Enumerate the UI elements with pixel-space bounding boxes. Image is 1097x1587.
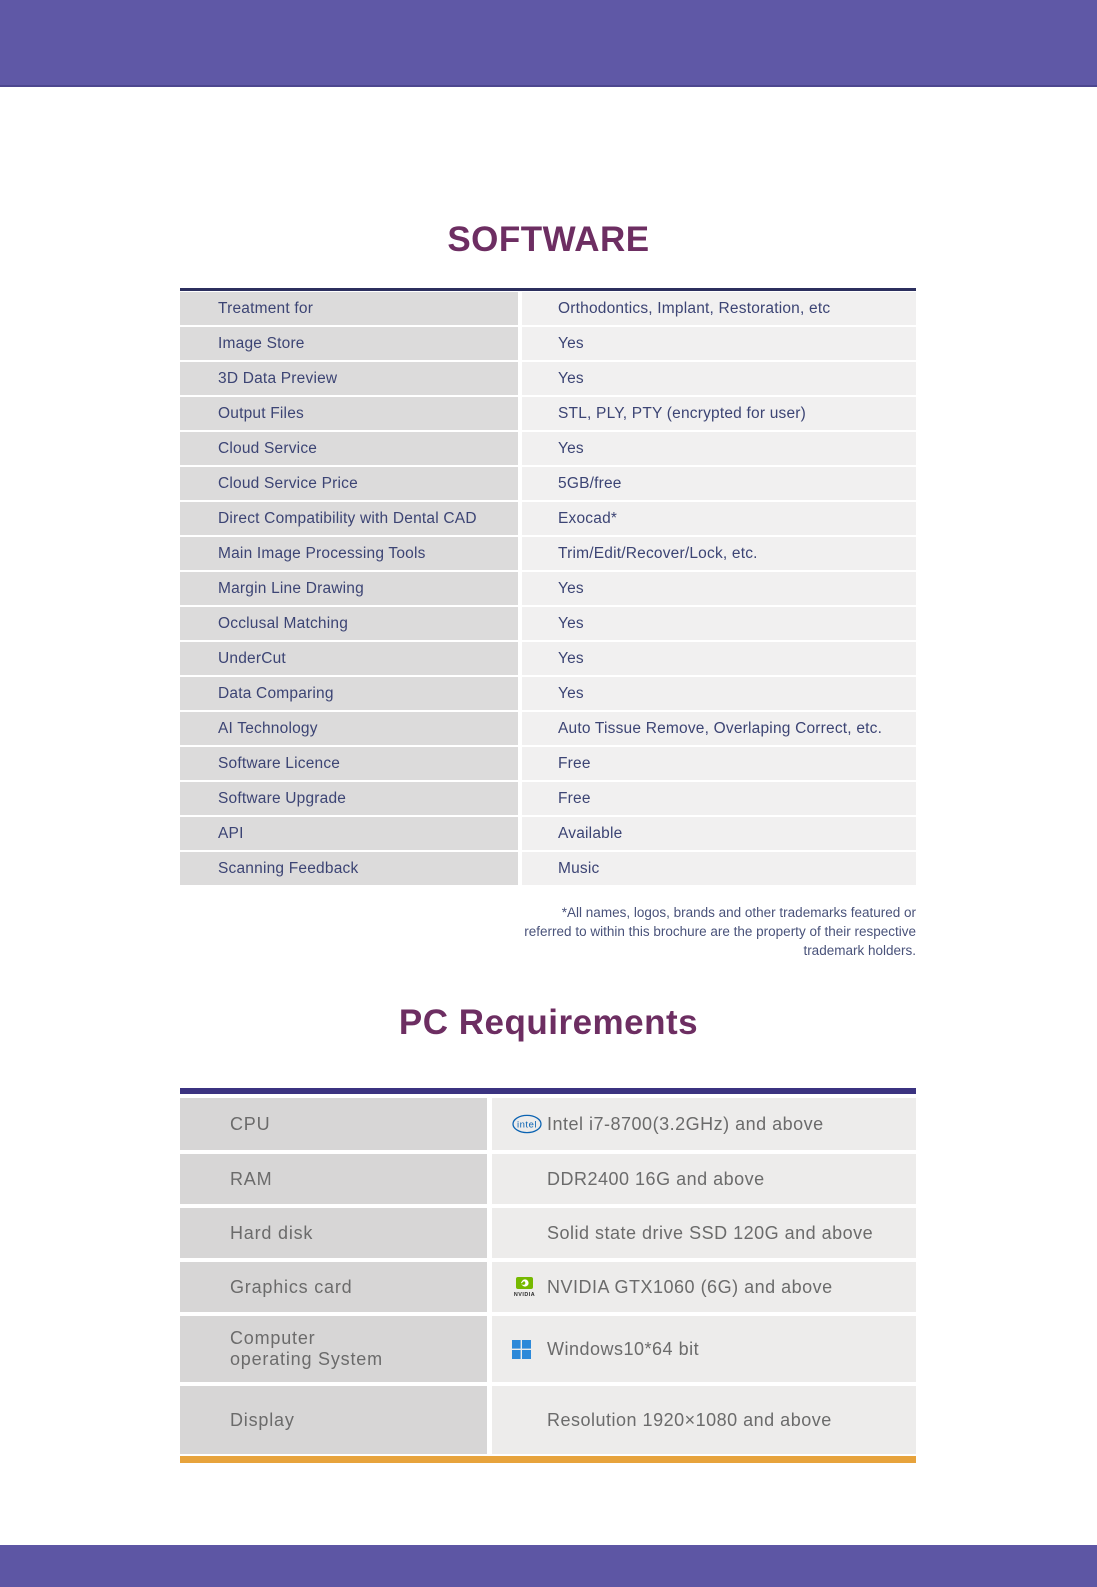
spec-label: Treatment for (180, 292, 518, 325)
spec-value: STL, PLY, PTY (encrypted for user) (522, 397, 916, 430)
spec-value-text: Intel i7-8700(3.2GHz) and above (547, 1113, 824, 1134)
spec-value: Yes (522, 432, 916, 465)
software-section-title: SOFTWARE (447, 220, 650, 259)
spec-label: Direct Compatibility with Dental CAD (180, 502, 518, 535)
table-row (180, 607, 916, 640)
spec-value (492, 1262, 916, 1312)
table-row (180, 747, 916, 780)
table-row (180, 432, 916, 465)
table-row (180, 677, 916, 710)
table-row (180, 572, 916, 605)
footnote-line: *All names, logos, brands and other trademarks featured or (561, 905, 916, 920)
table-row (180, 292, 916, 325)
spec-value: Trim/Edit/Recover/Lock, etc. (522, 537, 916, 570)
table-row (180, 852, 916, 885)
spec-label: Margin Line Drawing (180, 572, 518, 605)
table-row (180, 817, 916, 850)
spec-label: Cloud Service Price (180, 467, 518, 500)
spec-value: 5GB/free (522, 467, 916, 500)
spec-label: API (180, 817, 518, 850)
pc-table-top-border (180, 1088, 916, 1094)
spec-value-text: Resolution 1920×1080 and above (547, 1409, 832, 1430)
table-row (180, 502, 916, 535)
table-row (180, 712, 916, 745)
spec-label: Computer operating System (180, 1316, 487, 1382)
top-purple-band (0, 0, 1097, 87)
spec-value (492, 1386, 916, 1454)
table-row (180, 1208, 916, 1258)
spec-value: Yes (522, 607, 916, 640)
footnote-line: referred to within this brochure are the property of their respective (524, 924, 916, 939)
bottom-purple-band (0, 1545, 1097, 1587)
pc-requirements-section-title: PC Requirements (398, 1003, 699, 1042)
table-row (180, 397, 916, 430)
table-row (180, 1262, 916, 1312)
spec-value (492, 1316, 916, 1382)
table-row (180, 1098, 916, 1150)
spec-value: Free (522, 747, 916, 780)
spec-value (492, 1098, 916, 1150)
spec-label: CPU (180, 1098, 487, 1150)
spec-label: RAM (180, 1154, 487, 1204)
table-row (180, 1154, 916, 1204)
spec-value: Free (522, 782, 916, 815)
spec-value-text: Solid state drive SSD 120G and above (547, 1222, 874, 1243)
spec-value: Orthodontics, Implant, Restoration, etc (522, 292, 916, 325)
spec-label: Hard disk (180, 1208, 487, 1258)
intel-logo-icon (512, 1114, 547, 1134)
spec-label: Software Upgrade (180, 782, 518, 815)
spec-value: Music (522, 852, 916, 885)
svg-text:intel: intel (517, 1119, 537, 1131)
spec-value-text: Windows10*64 bit (547, 1338, 700, 1359)
spec-label: Graphics card (180, 1262, 487, 1312)
spec-value: Yes (522, 327, 916, 360)
spec-value: Yes (522, 572, 916, 605)
spec-value: Auto Tissue Remove, Overlaping Correct, etc. (522, 712, 916, 745)
software-table-top-border (180, 288, 916, 291)
spec-value-text: DDR2400 16G and above (547, 1168, 765, 1189)
nvidia-logo-icon (512, 1276, 547, 1298)
spec-label: Main Image Processing Tools (180, 537, 518, 570)
spec-label: 3D Data Preview (180, 362, 518, 395)
spec-label: Data Comparing (180, 677, 518, 710)
footnote-line: trademark holders. (803, 943, 916, 958)
spec-value: Available (522, 817, 916, 850)
table-row (180, 642, 916, 675)
table-row (180, 362, 916, 395)
spec-value (492, 1208, 916, 1258)
spec-label: AI Technology (180, 712, 518, 745)
spec-value: Yes (522, 677, 916, 710)
spec-label: Cloud Service (180, 432, 518, 465)
spec-label: Occlusal Matching (180, 607, 518, 640)
spec-label: UnderCut (180, 642, 518, 675)
spec-label: Software Licence (180, 747, 518, 780)
spec-label: Output Files (180, 397, 518, 430)
table-row (180, 327, 916, 360)
spec-value-text: NVIDIA GTX1060 (6G) and above (547, 1276, 833, 1297)
spec-label: Scanning Feedback (180, 852, 518, 885)
spec-value: Exocad* (522, 502, 916, 535)
pc-table-bottom-orange-bar (180, 1456, 916, 1463)
spec-value: Yes (522, 642, 916, 675)
spec-value (492, 1154, 916, 1204)
windows-logo-icon (512, 1340, 547, 1359)
pc-requirements-table (180, 1088, 916, 1463)
table-row (180, 782, 916, 815)
table-row (180, 537, 916, 570)
spec-value: Yes (522, 362, 916, 395)
trademark-footnote (356, 903, 916, 960)
spec-label: Image Store (180, 327, 518, 360)
svg-text:NVIDIA: NVIDIA (513, 1292, 536, 1298)
spec-label: Display (180, 1386, 487, 1454)
table-row (180, 1386, 916, 1454)
table-row (180, 467, 916, 500)
software-spec-table (180, 288, 916, 887)
table-row (180, 1316, 916, 1382)
